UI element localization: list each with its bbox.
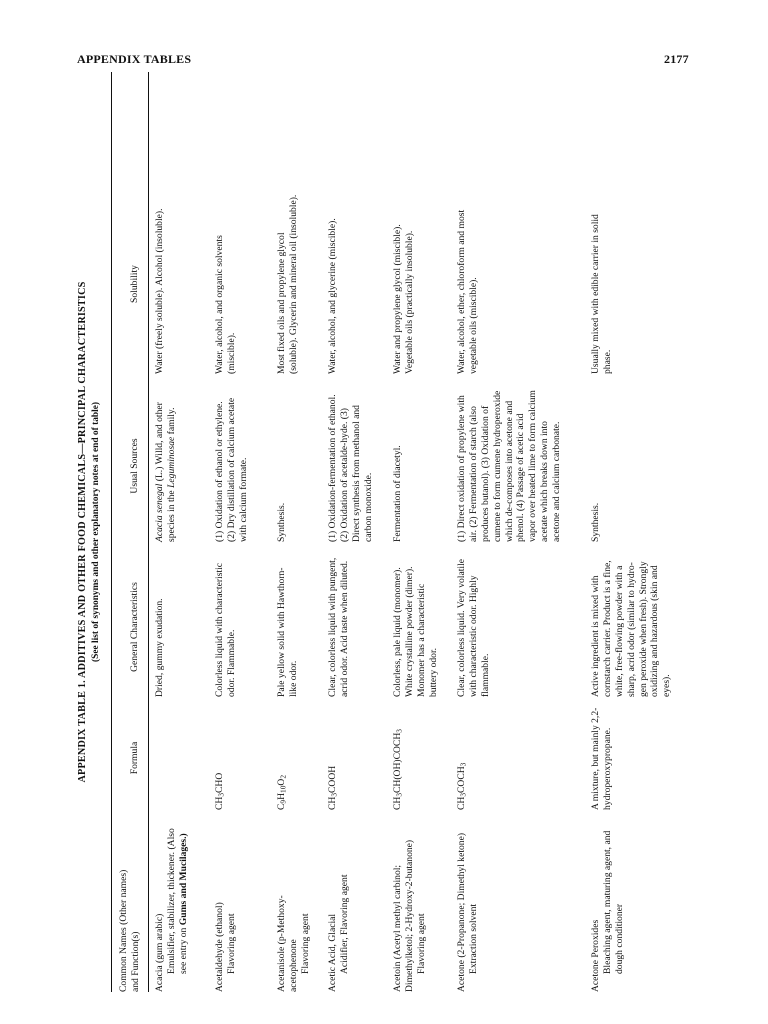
row-name-cell [214,822,238,992]
row-solubility: Water, alcohol, ether, chloroform and most vegetable oils (miscible). [456,209,479,374]
row-name: Acetone Peroxides [590,919,601,992]
formula-part: CH [214,796,225,810]
row-general: Pale yellow solid with Hawthorn-like odor. [276,567,299,697]
row-solubility: Water, alcohol, and glycerine (miscible). [327,218,338,374]
row-function: Acidifier, Flavoring agent [338,874,350,974]
col-header-formula: Formula [129,741,140,775]
formula-part: CH [327,796,338,810]
row-solubility: Most fixed oils and propylene glycol (soluble). Glycerin and mineral oil (insoluble). [276,194,299,374]
formula-part: COOH [327,765,338,793]
row-function-text: Emulsifier, stabilizer, thickener. (Also see entry on [165,828,189,974]
col-header-name-line1: Common Names (Other names) [118,869,129,992]
row-formula: A mixture, but mainly 2,2-hydroperoxypropane. [590,707,613,810]
row-sources: (1) Direct oxidation of propylene with air. (2) Fermentation of starch (also produces butanol). (3) Oxidation of cumene to form cumene hydroperoxide which de-composes into acetone and phenol. (4) Passage of acetic acid vapor over heated lime to form calcium acetate which breaks down into acetone and calcium carbonate. [456,390,563,542]
row-function [166,822,190,992]
formula-part: CH [456,796,467,810]
row-name-cell [392,822,428,992]
col-header-name [118,822,142,992]
col-header-general: General Characteristics [129,582,140,672]
header-rule-bottom [148,72,149,992]
row-solubility: Water and propylene glycol (miscible). Vegetable oils (practically insoluble). [392,224,415,374]
row-formula [456,706,468,810]
row-name-cell [327,822,351,992]
row-sources-end: family. [165,407,177,437]
formula-subscript: 3 [394,729,404,733]
row-name: Acetone (2-Propanone; Dimethyl ketone) [456,832,467,992]
formula-part: C [276,803,287,810]
formula-subscript: 3 [458,792,468,797]
col-header-name-line2: and Function(s) [129,931,141,992]
row-solubility: Water, alcohol, and organic solvents (miscible). [214,235,237,374]
formula-part: CH [392,796,403,810]
col-header-solubility: Solubility [129,265,140,303]
formula-subscript: 3 [458,762,468,767]
rotated-table [77,72,712,992]
row-general: Active ingredient is mixed with cornstarch carrier. Product is a fine, white, free-flowing powder with a sharp, acrid odor (similar to hydro-gen peroxide when fresh). Strongly oxidizing and hazardous (skin and eyes). [590,560,673,697]
row-formula [327,706,339,810]
row-function-ref: Gums and Mucilages.) [177,833,189,926]
row-name: Acetaldehyde (ethanol) [214,902,225,992]
row-name: Acacia (gum arabic) [154,913,165,992]
row-general: Colorless, pale liquid (monomer). White crystalline powder (dimer). Monomer has a characteristic buttery odor. [392,566,439,697]
row-sources: (1) Oxidation-fermentation of ethanol. (2) Oxidation of acetalde-hyde. (3) Direct synthesis from methanol and carbon monoxide. [327,394,374,542]
formula-part: CH(OH)COCH [392,732,403,793]
formula-subscript: 10 [278,785,288,793]
row-name: Acetanisole (p-Methoxy-acetophenone [276,895,299,992]
formula-part: CHO [214,772,225,793]
row-solubility: Usually mixed with edible carrier in solid phase. [590,214,613,374]
header-rule-top [111,72,112,992]
col-header-sources: Usual Sources [129,438,140,494]
row-function: Flavoring agent [299,913,311,974]
row-general: Clear, colorless liquid. Very volatile with characteristic odor. Highly flammable. [456,559,491,697]
row-sources: Fermentation of diacetyl. [392,445,403,542]
formula-subscript: 3 [329,792,339,797]
running-header: APPENDIX TABLES [77,52,192,66]
row-sources-species: Acacia senegal [154,483,165,542]
row-solubility: Water (freely soluble). Alcohol (insoluble). [154,208,165,374]
row-name: Acetoin (Acetyl methyl carbinol; Dimethylketol; 2-Hydroxy-2-butanone) [392,839,415,992]
row-general: Dried, gummy exudation. [154,598,165,697]
formula-part: O [276,778,287,786]
formula-part: COCH [456,766,467,793]
row-name-cell [276,822,312,992]
row-sources: (1) Oxidation of ethanol or ethylene. (2) Dry distillation of calcium acetate with calcium formate. [214,397,249,542]
row-name: Acetic Acid, Glacial [327,913,338,992]
row-formula [214,706,226,810]
table-title: APPENDIX TABLE 1. ADDITIVES AND OTHER FOOD CHEMICALS—PRINCIPAL CHARACTERISTICS [77,281,88,783]
row-name-cell [154,822,190,992]
row-general: Clear, colorless liquid with pungent, acrid odor. Acid taste when diluted. [327,557,350,697]
formula-part: H [276,792,287,800]
row-function: Flavoring agent [415,913,427,974]
row-name-cell [590,822,626,992]
page-number: 2177 [664,52,689,66]
formula-subscript: 2 [278,774,288,779]
formula-subscript: 9 [278,799,288,804]
row-formula [392,706,404,810]
row-function: Extraction solvent [467,903,479,974]
row-function: Flavoring agent [225,913,237,974]
table-title-block [77,72,102,992]
row-sources: Synthesis. [590,502,601,542]
row-formula [276,706,288,810]
row-name-cell [456,822,480,992]
row-sources [154,390,178,542]
row-sources-family: Leguminosae [165,436,177,488]
row-function: Bleaching agent, maturing agent, and dough conditioner [601,830,625,974]
row-general: Colorless liquid with characteristic odor. Flammable. [214,562,237,697]
row-sources-text: (L.) Willd, and other species in the [154,402,177,542]
formula-subscript: 3 [394,792,404,797]
formula-subscript: 3 [216,792,226,797]
table-subtitle: (See list of synonyms and other explanatory notes at end of table) [90,402,101,662]
row-sources: Synthesis. [276,502,287,542]
